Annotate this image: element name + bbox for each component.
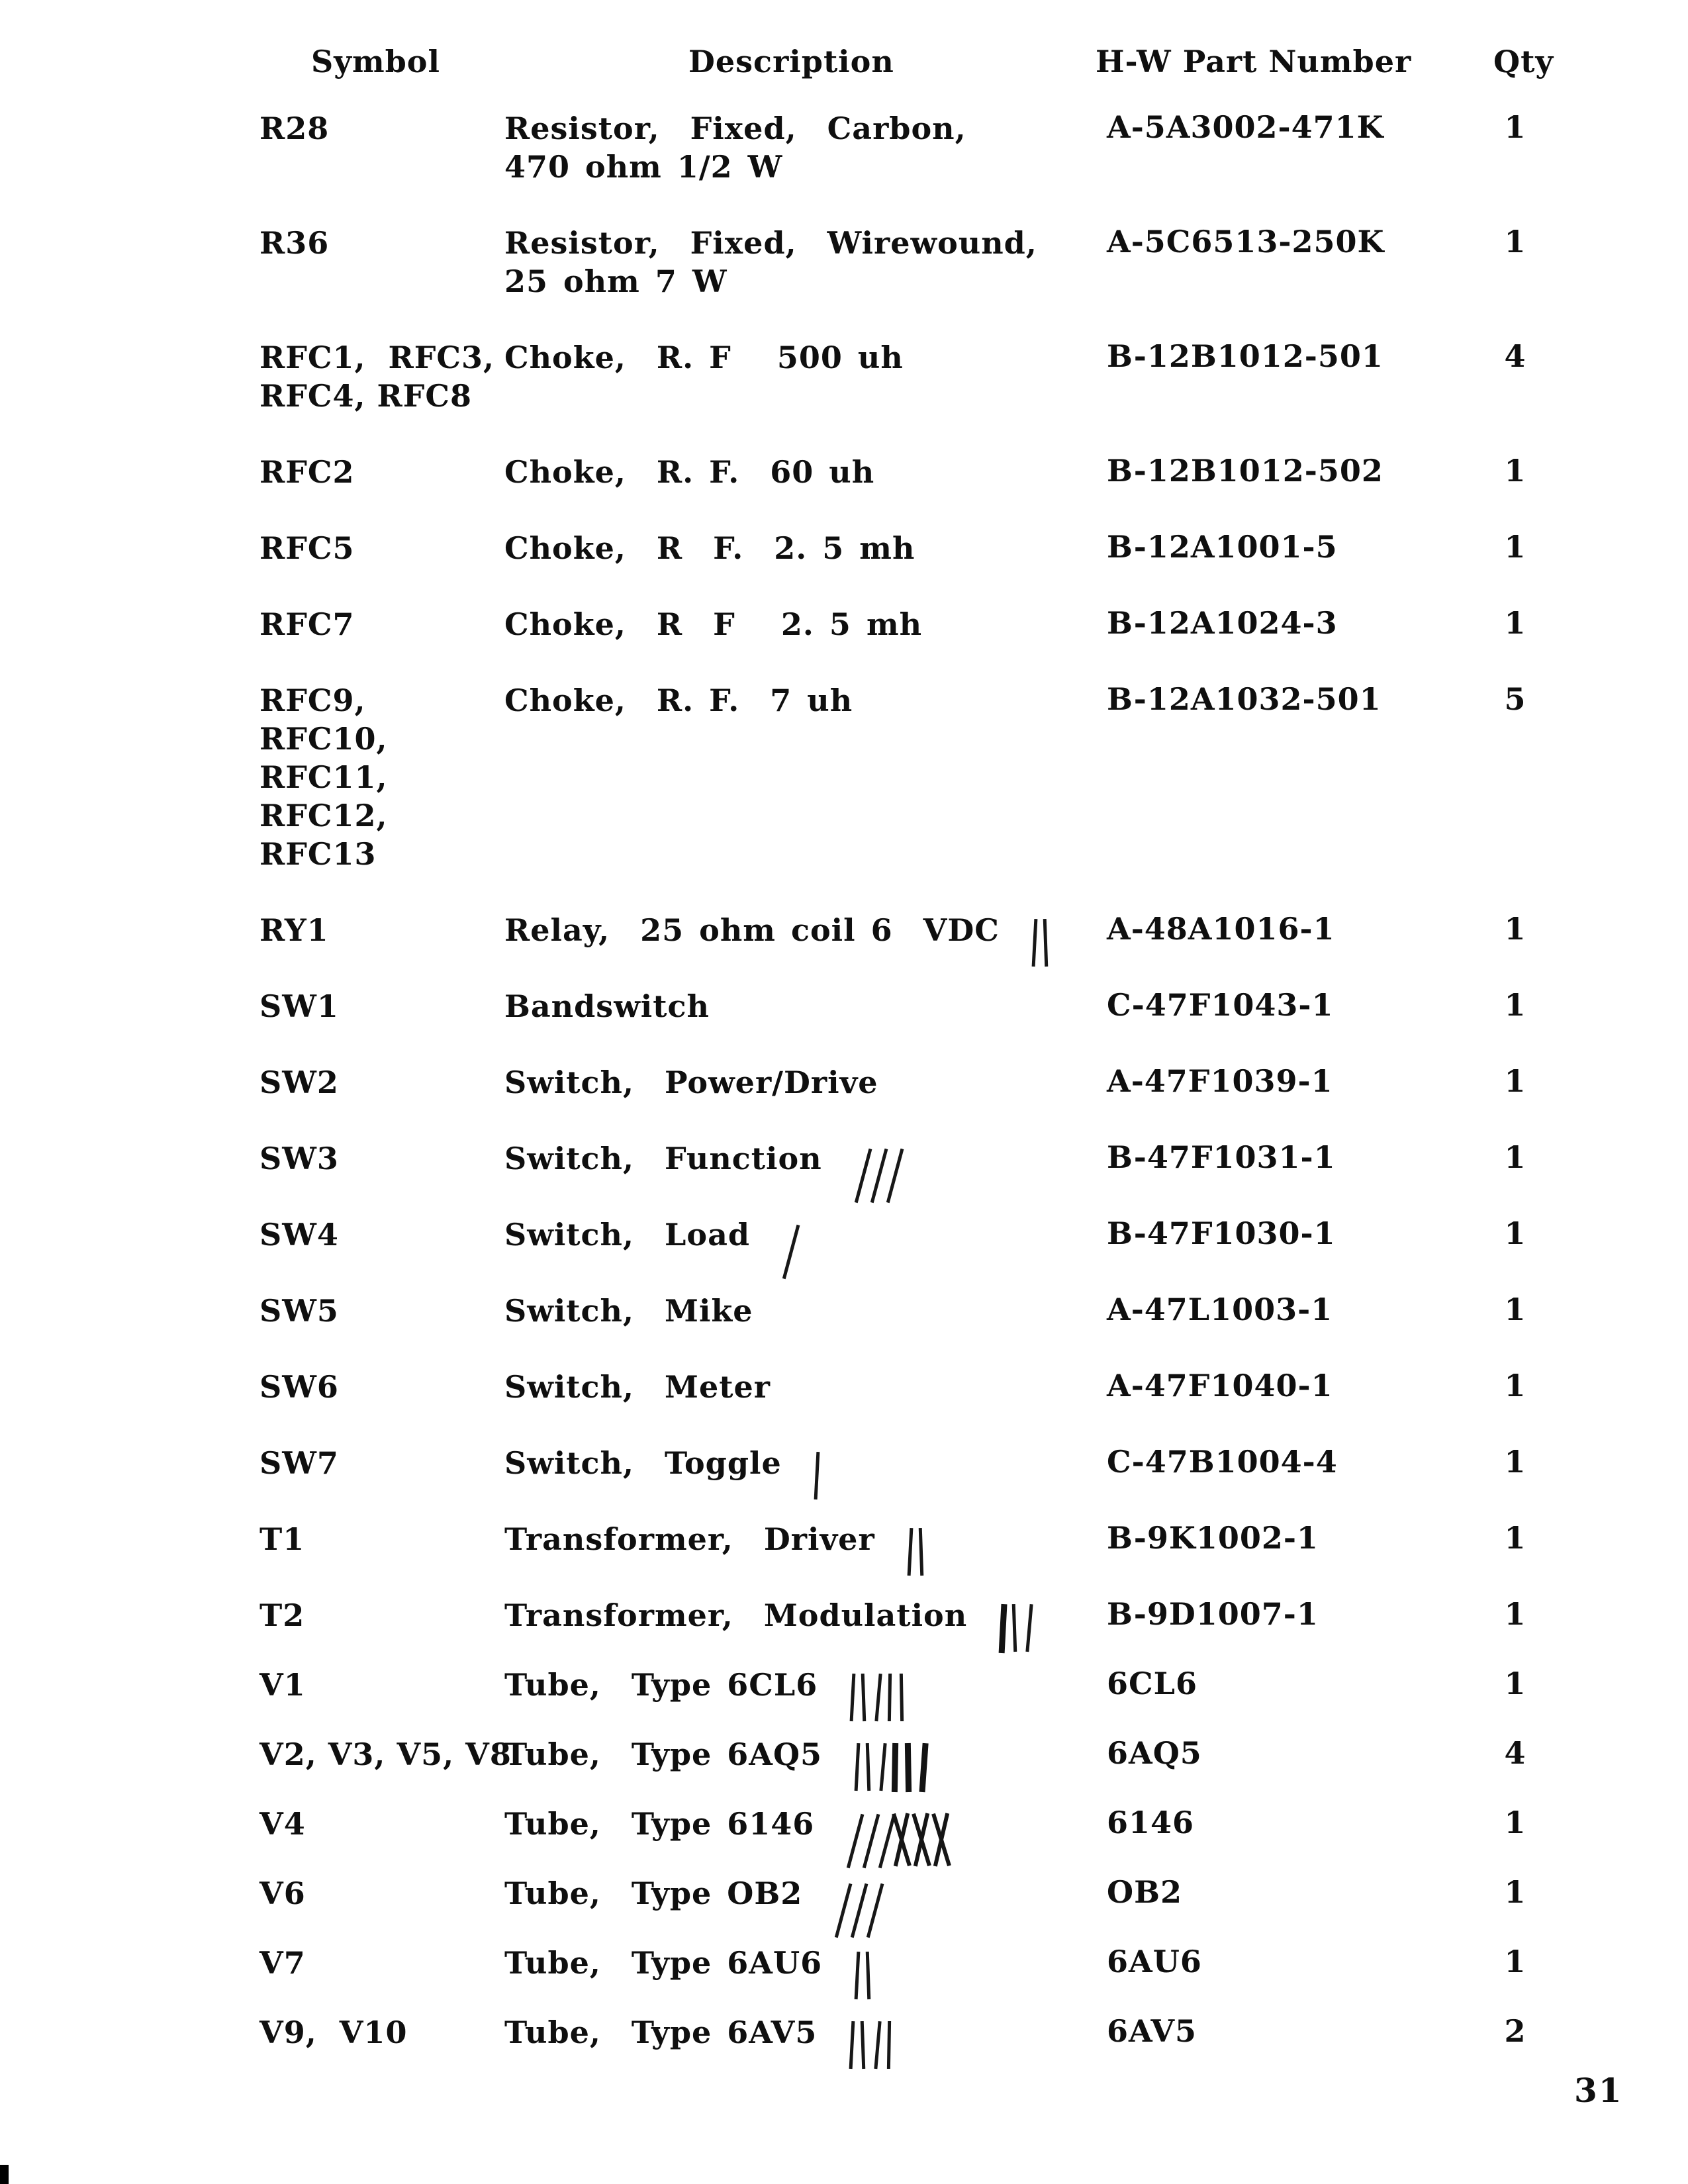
- description-text: Switch, Toggle: [504, 1445, 782, 1481]
- part-number-cell: B-47F1030-1: [1107, 1215, 1336, 1251]
- qty-cell: 1: [1504, 1215, 1526, 1251]
- symbol-line: R36: [259, 225, 330, 261]
- description-text: Switch, Power/Drive: [504, 1065, 878, 1100]
- symbol-cell: [259, 1444, 501, 1482]
- symbol-cell: [259, 987, 501, 1025]
- tally-stroke-mark: [919, 1743, 929, 1792]
- description-cell: [504, 987, 1100, 1025]
- symbol-line: RFC4, RFC8: [259, 378, 473, 414]
- tally-cross-mark: [892, 1813, 910, 1867]
- tally-marks: [779, 1223, 795, 1279]
- description-cell: [504, 1666, 1100, 1713]
- symbol-line: SW4: [259, 1217, 339, 1253]
- tally-stroke-mark: [1012, 1604, 1017, 1652]
- description-text: Switch, Load: [504, 1217, 751, 1253]
- symbol-cell: [259, 453, 501, 491]
- tally-slash-mark: [835, 1883, 853, 1938]
- symbol-line: RFC12,: [259, 798, 388, 833]
- tally-stroke-mark: [879, 1743, 886, 1791]
- tally-marks: [846, 2021, 896, 2069]
- description-line: [504, 148, 1100, 186]
- description-text: Resistor, Fixed, Wirewound,: [504, 225, 1037, 261]
- part-number-cell: B-12A1024-3: [1107, 605, 1338, 641]
- description-cell: [504, 1735, 1100, 1784]
- tally-stroke-mark: [1032, 919, 1038, 967]
- qty-cell: 1: [1504, 605, 1526, 641]
- description-line: [504, 1444, 1100, 1492]
- page-number: 31: [1574, 2071, 1623, 2110]
- part-number-cell: 6AU6: [1107, 1944, 1202, 1979]
- tally-stroke-mark: [855, 1952, 861, 1999]
- symbol-line: T1: [259, 1521, 305, 1557]
- qty-cell: 1: [1504, 224, 1526, 260]
- tally-marks: [811, 1452, 823, 1499]
- tally-marks: [904, 1528, 929, 1576]
- qty-cell: 1: [1504, 109, 1526, 145]
- description-line: [504, 1292, 1100, 1330]
- qty-cell: 1: [1504, 1944, 1526, 1979]
- description-cell: [504, 1215, 1100, 1271]
- description-text: Switch, Mike: [504, 1293, 753, 1329]
- description-text: Tube, Type OB2: [504, 1875, 803, 1911]
- symbol-cell: [259, 1805, 501, 1843]
- description-line: [504, 453, 1100, 491]
- description-line: [504, 605, 1100, 643]
- tally-stroke-mark: [861, 1674, 867, 1721]
- symbol-line: RFC2: [259, 454, 355, 490]
- symbol-line: RFC7: [259, 606, 355, 642]
- description-cell: [504, 1944, 1100, 1991]
- tally-stroke-mark: [918, 1528, 923, 1576]
- symbol-cell: [259, 911, 501, 949]
- symbol-cell: [259, 1520, 501, 1558]
- description-line: [504, 1063, 1100, 1102]
- description-text: Choke, R F. 2. 5 mh: [504, 530, 915, 566]
- tally-stroke-mark: [888, 1674, 892, 1721]
- description-line: [504, 1944, 1100, 1991]
- symbol-line: V4: [259, 1806, 306, 1842]
- description-text: Tube, Type 6146: [504, 1806, 815, 1842]
- symbol-line: SW3: [259, 1141, 339, 1176]
- part-number-cell: B-12A1032-501: [1107, 681, 1382, 717]
- symbol-line: SW2: [259, 1065, 339, 1100]
- qty-cell: 1: [1504, 1666, 1526, 1701]
- description-cell: [504, 224, 1100, 301]
- part-number-cell: C-47F1043-1: [1107, 987, 1334, 1023]
- symbol-cell: [259, 605, 501, 643]
- description-text: Transformer, Driver: [504, 1521, 875, 1557]
- description-text: Tube, Type 6AQ5: [504, 1736, 823, 1772]
- tally-slash-mark: [847, 1814, 865, 1868]
- part-number-cell: 6CL6: [1107, 1666, 1197, 1701]
- qty-cell: 5: [1504, 681, 1526, 717]
- qty-cell: 1: [1504, 1596, 1526, 1632]
- qty-cell: 1: [1504, 1805, 1526, 1840]
- part-number-cell: B-12B1012-502: [1107, 453, 1383, 489]
- qty-cell: 1: [1504, 1368, 1526, 1403]
- tally-marks: [1029, 919, 1054, 967]
- description-text: Bandswitch: [504, 988, 710, 1024]
- part-number-cell: A-47F1039-1: [1107, 1063, 1333, 1099]
- qty-cell: 4: [1504, 338, 1526, 374]
- description-text: 25 ohm 7 W: [504, 263, 727, 299]
- description-cell: [504, 1520, 1100, 1568]
- description-line: [504, 987, 1100, 1025]
- description-cell: [504, 1063, 1100, 1102]
- tally-slash-mark: [867, 1883, 884, 1938]
- part-number-cell: 6AV5: [1107, 2013, 1197, 2049]
- part-number-cell: B-12A1001-5: [1107, 529, 1338, 565]
- part-number-cell: 6146: [1107, 1805, 1195, 1840]
- symbol-line: RY1: [259, 912, 329, 948]
- tally-stroke-mark: [1026, 1604, 1033, 1652]
- description-text: Switch, Meter: [504, 1369, 771, 1405]
- tally-cross-mark: [932, 1813, 949, 1867]
- symbol-line: SW1: [259, 988, 339, 1024]
- tally-marks: [847, 1674, 910, 1721]
- symbol-line: SW6: [259, 1369, 339, 1405]
- part-number-cell: 6AQ5: [1107, 1735, 1202, 1771]
- tally-stroke-mark: [850, 1674, 856, 1721]
- qty-cell: 1: [1504, 1139, 1526, 1175]
- symbol-line: V2, V3, V5, V8: [259, 1736, 512, 1772]
- tally-slash-mark: [851, 1883, 868, 1938]
- tally-stroke-mark: [999, 1604, 1008, 1653]
- qty-cell: 1: [1504, 987, 1526, 1023]
- qty-cell: 1: [1504, 1874, 1526, 1910]
- description-line: [504, 529, 1100, 567]
- symbol-cell: [259, 1292, 501, 1330]
- description-text: Tube, Type 6CL6: [504, 1667, 818, 1703]
- tally-stroke-mark: [892, 1743, 898, 1792]
- description-line: [504, 1596, 1100, 1645]
- symbol-cell: [259, 1874, 501, 1913]
- tally-slash-mark: [886, 1149, 904, 1203]
- column-header-symbol: Symbol: [311, 44, 440, 79]
- symbol-cell: [259, 529, 501, 567]
- symbol-cell: [259, 1139, 501, 1178]
- tally-marks: [851, 1743, 931, 1792]
- description-cell: [504, 338, 1100, 377]
- part-number-cell: A-5C6513-250K: [1107, 224, 1385, 260]
- description-text: Relay, 25 ohm coil 6 VDC: [504, 912, 1000, 948]
- description-line: [504, 911, 1100, 959]
- tally-slash-mark: [870, 1149, 888, 1203]
- description-line: [504, 224, 1100, 262]
- qty-cell: 1: [1504, 1444, 1526, 1480]
- part-number-cell: B-12B1012-501: [1107, 338, 1383, 374]
- description-line: [504, 1666, 1100, 1713]
- description-line: [504, 338, 1100, 377]
- description-line: [504, 681, 1100, 720]
- description-cell: [504, 1139, 1100, 1195]
- description-line: [504, 1368, 1100, 1406]
- description-cell: [504, 605, 1100, 643]
- tally-marks: [851, 1952, 876, 1999]
- part-number-cell: A-47F1040-1: [1107, 1368, 1333, 1403]
- description-text: Choke, R. F 500 uh: [504, 340, 904, 375]
- description-line: [504, 1215, 1100, 1271]
- qty-cell: 1: [1504, 529, 1526, 565]
- tally-stroke-mark: [887, 2021, 891, 2069]
- tally-stroke-mark: [874, 2021, 882, 2069]
- qty-cell: 4: [1504, 1735, 1526, 1771]
- description-cell: [504, 1292, 1100, 1330]
- tally-stroke-mark: [875, 1674, 882, 1721]
- tally-stroke-mark: [849, 2021, 855, 2069]
- tally-marks: [831, 1882, 879, 1938]
- part-number-cell: A-47L1003-1: [1107, 1292, 1333, 1327]
- symbol-cell: [259, 338, 501, 415]
- qty-cell: 1: [1504, 911, 1526, 947]
- description-text: Resistor, Fixed, Carbon,: [504, 111, 966, 146]
- symbol-line: V7: [259, 1945, 306, 1981]
- description-cell: [504, 109, 1100, 186]
- qty-cell: 1: [1504, 1063, 1526, 1099]
- symbol-line: RFC13: [259, 836, 377, 872]
- symbol-line: SW7: [259, 1445, 339, 1481]
- tally-stroke-mark: [900, 1674, 904, 1721]
- part-number-cell: B-9D1007-1: [1107, 1596, 1319, 1632]
- description-text: Choke, R F 2. 5 mh: [504, 606, 923, 642]
- column-header-description: Description: [688, 44, 894, 79]
- tally-stroke-mark: [855, 1743, 861, 1791]
- tally-stroke-mark: [861, 2021, 866, 2069]
- tally-stroke-mark: [866, 1952, 871, 1999]
- qty-cell: 2: [1504, 2013, 1526, 2049]
- description-cell: [504, 1444, 1100, 1492]
- tally-stroke-mark: [814, 1452, 820, 1499]
- description-line: [504, 1139, 1100, 1195]
- description-cell: [504, 2013, 1100, 2061]
- symbol-cell: [259, 1596, 501, 1635]
- symbol-cell: [259, 2013, 501, 2052]
- symbol-cell: [259, 1368, 501, 1406]
- symbol-cell: [259, 681, 501, 873]
- symbol-line: RFC9,: [259, 683, 366, 718]
- symbol-cell: [259, 224, 501, 262]
- tally-stroke-mark: [907, 1528, 913, 1576]
- part-number-cell: C-47B1004-4: [1107, 1444, 1338, 1480]
- description-line: [504, 1735, 1100, 1784]
- description-cell: [504, 681, 1100, 720]
- part-number-cell: OB2: [1107, 1874, 1182, 1910]
- symbol-cell: [259, 1666, 501, 1704]
- description-cell: [504, 453, 1100, 491]
- part-number-cell: A-5A3002-471K: [1107, 109, 1384, 145]
- symbol-cell: [259, 1735, 512, 1774]
- description-text: Choke, R. F. 60 uh: [504, 454, 875, 490]
- description-line: [504, 262, 1100, 301]
- column-header-qty: Qty: [1493, 44, 1554, 79]
- tally-marks: [843, 1813, 951, 1868]
- description-text: Switch, Function: [504, 1141, 822, 1176]
- symbol-line: V1: [259, 1667, 306, 1703]
- description-text: 470 ohm 1/2 W: [504, 149, 783, 185]
- tally-stroke-mark: [905, 1743, 912, 1792]
- symbol-line: RFC10,: [259, 721, 388, 757]
- description-line: [504, 1520, 1100, 1568]
- description-line: [504, 2013, 1100, 2061]
- symbol-cell: [259, 1215, 501, 1254]
- symbol-line: T2: [259, 1597, 305, 1633]
- symbol-line: RFC11,: [259, 759, 388, 795]
- tally-slash-mark: [782, 1225, 800, 1279]
- description-line: [504, 109, 1100, 148]
- scan-artifact-corner-mark: [0, 2165, 9, 2184]
- symbol-line: V6: [259, 1875, 306, 1911]
- part-number-cell: A-48A1016-1: [1107, 911, 1335, 947]
- tally-cross-mark: [912, 1813, 929, 1867]
- tally-marks: [851, 1147, 899, 1203]
- tally-stroke-mark: [1043, 919, 1049, 967]
- qty-cell: 1: [1504, 1520, 1526, 1556]
- description-cell: [504, 1805, 1100, 1860]
- symbol-cell: [259, 1944, 501, 1982]
- symbol-line: RFC5: [259, 530, 355, 566]
- symbol-line: RFC1, RFC3,: [259, 340, 495, 375]
- qty-cell: 1: [1504, 453, 1526, 489]
- symbol-cell: [259, 109, 501, 148]
- description-text: Tube, Type 6AU6: [504, 1945, 823, 1981]
- tally-slash-mark: [863, 1814, 880, 1868]
- description-text: Choke, R. F. 7 uh: [504, 683, 853, 718]
- description-cell: [504, 1596, 1100, 1645]
- description-cell: [504, 529, 1100, 567]
- description-text: Tube, Type 6AV5: [504, 2015, 818, 2050]
- part-number-cell: B-47F1031-1: [1107, 1139, 1336, 1175]
- symbol-line: SW5: [259, 1293, 339, 1329]
- description-line: [504, 1805, 1100, 1860]
- tally-stroke-mark: [866, 1743, 871, 1791]
- description-line: [504, 1874, 1100, 1930]
- description-cell: [504, 911, 1100, 959]
- tally-marks: [996, 1604, 1035, 1653]
- symbol-line: V9, V10: [259, 2015, 408, 2050]
- tally-slash-mark: [854, 1149, 872, 1203]
- qty-cell: 1: [1504, 1292, 1526, 1327]
- description-cell: [504, 1874, 1100, 1930]
- column-header-part-number: H-W Part Number: [1096, 44, 1412, 79]
- symbol-line: R28: [259, 111, 330, 146]
- symbol-cell: [259, 1063, 501, 1102]
- description-cell: [504, 1368, 1100, 1406]
- description-text: Transformer, Modulation: [504, 1597, 968, 1633]
- part-number-cell: B-9K1002-1: [1107, 1520, 1319, 1556]
